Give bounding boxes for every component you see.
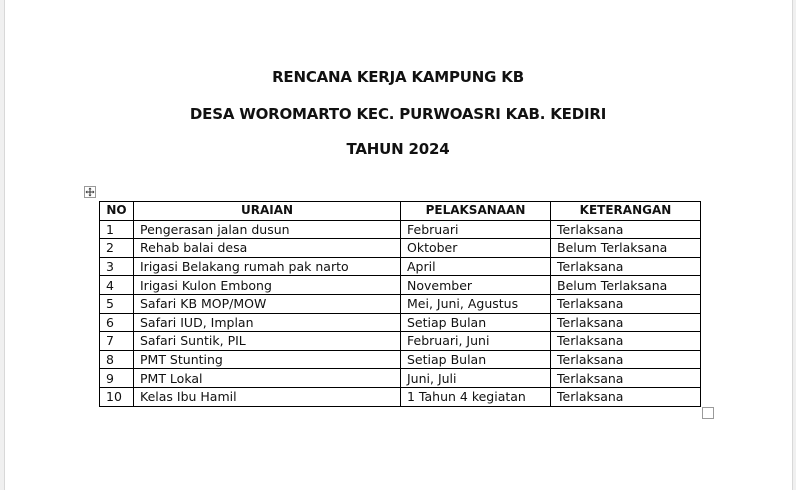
cell-no: 5 — [100, 294, 134, 313]
cell-pelaksanaan: Setiap Bulan — [401, 313, 551, 332]
document-subtitle: DESA WOROMARTO KEC. PURWOASRI KAB. KEDIRI — [189, 105, 607, 123]
cell-pelaksanaan: Juni, Juli — [401, 369, 551, 388]
cell-keterangan: Terlaksana — [551, 369, 701, 388]
cell-uraian: Pengerasan jalan dusun — [134, 220, 401, 239]
cell-uraian: Rehab balai desa — [134, 239, 401, 258]
table-row — [100, 239, 701, 258]
table-row — [100, 294, 701, 313]
table-move-handle-icon[interactable] — [84, 186, 96, 198]
cell-uraian: Irigasi Belakang rumah pak narto — [134, 257, 401, 276]
work-plan-table — [99, 201, 701, 407]
cell-no: 4 — [100, 276, 134, 295]
header-pelaksanaan: PELAKSANAAN — [401, 202, 551, 221]
cell-no: 10 — [100, 387, 134, 406]
cell-no: 6 — [100, 313, 134, 332]
cell-uraian: PMT Stunting — [134, 350, 401, 369]
cell-pelaksanaan: Setiap Bulan — [401, 350, 551, 369]
cell-no: 3 — [100, 257, 134, 276]
cell-keterangan: Terlaksana — [551, 257, 701, 276]
table-row — [100, 220, 701, 239]
table-row — [100, 257, 701, 276]
cell-no: 2 — [100, 239, 134, 258]
four-arrow-move-icon — [85, 187, 95, 197]
header-uraian: URAIAN — [134, 202, 401, 221]
document-title: RENCANA KERJA KAMPUNG KB — [272, 68, 524, 86]
cell-uraian: Safari IUD, Implan — [134, 313, 401, 332]
cell-keterangan: Terlaksana — [551, 350, 701, 369]
cell-pelaksanaan: November — [401, 276, 551, 295]
cell-no: 8 — [100, 350, 134, 369]
cell-pelaksanaan: Oktober — [401, 239, 551, 258]
cell-keterangan: Belum Terlaksana — [551, 239, 701, 258]
table-row — [100, 313, 701, 332]
cell-no: 9 — [100, 369, 134, 388]
table-row — [100, 332, 701, 351]
table-row — [100, 350, 701, 369]
cell-uraian: Irigasi Kulon Embong — [134, 276, 401, 295]
table-row — [100, 369, 701, 388]
table-row — [100, 387, 701, 406]
cell-uraian: Kelas Ibu Hamil — [134, 387, 401, 406]
cell-keterangan: Terlaksana — [551, 294, 701, 313]
cell-uraian: Safari Suntik, PIL — [134, 332, 401, 351]
cell-keterangan: Belum Terlaksana — [551, 276, 701, 295]
cell-no: 7 — [100, 332, 134, 351]
cell-pelaksanaan: Mei, Juni, Agustus — [401, 294, 551, 313]
header-no: NO — [100, 202, 134, 221]
cell-keterangan: Terlaksana — [551, 387, 701, 406]
cell-uraian: PMT Lokal — [134, 369, 401, 388]
table-row — [100, 276, 701, 295]
document-year: TAHUN 2024 — [346, 140, 450, 158]
header-keterangan: KETERANGAN — [551, 202, 701, 221]
cell-keterangan: Terlaksana — [551, 332, 701, 351]
table-header-row — [100, 202, 701, 221]
cell-uraian: Safari KB MOP/MOW — [134, 294, 401, 313]
cell-pelaksanaan: April — [401, 257, 551, 276]
cell-keterangan: Terlaksana — [551, 220, 701, 239]
table-resize-handle-icon[interactable] — [702, 407, 714, 419]
cell-no: 1 — [100, 220, 134, 239]
cell-keterangan: Terlaksana — [551, 313, 701, 332]
cell-pelaksanaan: 1 Tahun 4 kegiatan — [401, 387, 551, 406]
cell-pelaksanaan: Februari — [401, 220, 551, 239]
cell-pelaksanaan: Februari, Juni — [401, 332, 551, 351]
